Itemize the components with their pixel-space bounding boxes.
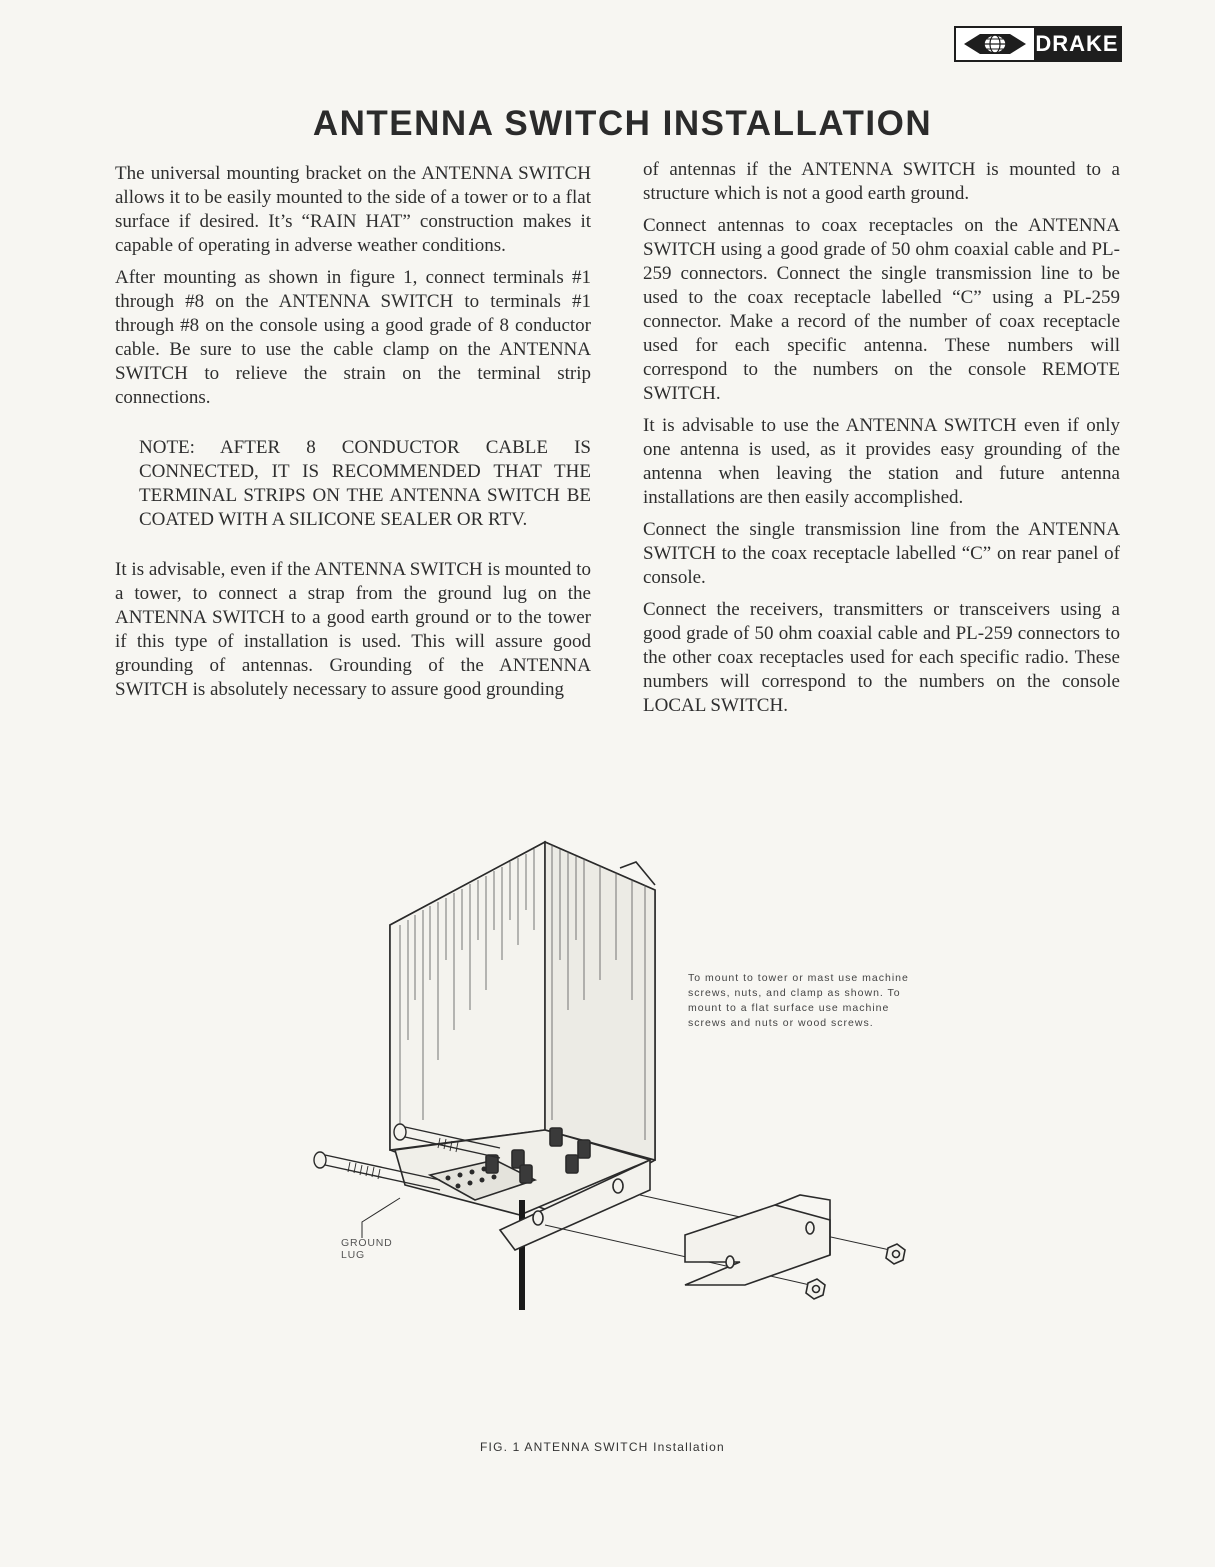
mounting-instructions-note: To mount to tower or mast use machine screws, nuts, and clamp as shown. To mount to a flat surface use machine screws and nuts or wood screws. [688, 972, 909, 1029]
paragraph-receivers: Connect the receivers, transmitters or transceivers using a good grade of 50 ohm coaxial cable and PL-259 connectors to the other coax receptacles used for each specific radio. These numbers will correspond to the numbers on the console LOCAL SWITCH. [643, 599, 1120, 716]
paragraph-advisable: It is advisable to use the ANTENNA SWITCH even if only one antenna is used, as it provides easy grounding of the antenna when leaving the station and future antenna installations are then easily accomplished. [643, 415, 1120, 508]
figure-caption: FIG. 1 ANTENNA SWITCH Installation [480, 1440, 725, 1454]
paragraph-grounding-continued: of antennas if the ANTENNA SWITCH is mounted to a structure which is not a good earth ground. [643, 159, 1120, 204]
note-silicone-sealer: NOTE: AFTER 8 CONDUCTOR CABLE IS CONNECTED, IT IS RECOMMENDED THAT THE TERMINAL STRIPS ON THE ANTENNA SWITCH BE COATED WITH A SILICONE SEALER OR RTV. [139, 437, 591, 530]
ground-lug-label: GROUND LUG [341, 1237, 393, 1261]
paragraph-terminals: After mounting as shown in figure 1, connect terminals #1 through #8 on the ANTENNA SWITCH to terminals #1 through #8 on the console using a good grade of 8 conductor cable. Be sure to use the cable clamp on the ANTENNA SWITCH to relieve the strain on the terminal strip connections. [115, 267, 591, 408]
paragraph-mounting: The universal mounting bracket on the ANTENNA SWITCH allows it to be easily mounted to the side of a tower or to a flat surface if desired. It’s “RAIN HAT” construction makes it capable of operating in adverse weather conditions. [115, 163, 591, 256]
page-title: ANTENNA SWITCH INSTALLATION [312, 104, 933, 143]
paragraph-connect-antennas: Connect antennas to coax receptacles on the ANTENNA SWITCH using a good grade of 50 ohm coaxial cable and PL-259 connectors. Connect the single transmission line to be used to the coax receptacle labelled “C” using a PL-259 connector. Make a record of the number of coax receptacle used for each specific antenna. These numbers will correspond to the numbers on the console REMOTE SWITCH. [643, 215, 1120, 404]
brand-name: DRAKE [1034, 28, 1120, 60]
paragraph-transmission-line: Connect the single transmission line from the ANTENNA SWITCH to the coax receptacle labelled “C” on rear panel of console. [643, 519, 1120, 588]
paragraph-grounding: It is advisable, even if the ANTENNA SWITCH is mounted to a tower, to connect a strap from the ground lug on the ANTENNA SWITCH to a good earth ground or to the tower if this type of installation is used. This will assure good grounding of antennas. Grounding of the ANTENNA SWITCH is absolutely necessary to assure good grounding [115, 559, 591, 700]
